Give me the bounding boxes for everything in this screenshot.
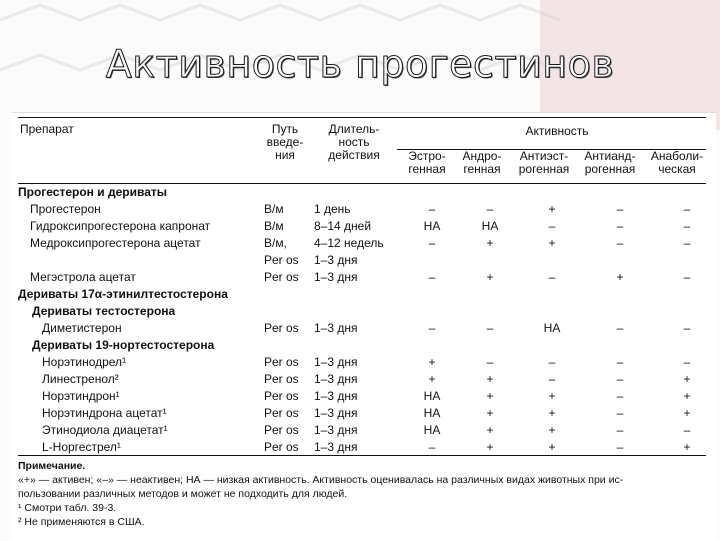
note-line: «+» — активен; «–» — неактивен; НА — низкая активность. Активность оценивалась на различных видах животных при ис- — [18, 474, 624, 486]
anabolic-cell: – — [683, 321, 691, 335]
group-label: Прогестерон и дериваты — [18, 185, 167, 199]
anabolic-cell: + — [683, 389, 691, 403]
drug-name: Линестренол² — [42, 372, 119, 386]
estro-cell: + — [428, 355, 436, 369]
drug-name: Медроксипрогестерона ацетат — [30, 236, 201, 250]
note-line: ¹ Смотри табл. 39-3. — [18, 502, 117, 514]
andro-cell: + — [486, 236, 494, 250]
estro-cell: – — [428, 321, 436, 335]
anabolic-cell: – — [683, 236, 691, 250]
duration-cell: 1–3 дня — [314, 355, 358, 369]
header-estro: Эстро- генная — [408, 149, 446, 176]
note-heading: Примечание. — [18, 460, 86, 472]
antiandro-cell: – — [616, 440, 624, 454]
antiandro-cell: – — [616, 236, 624, 250]
antiandro-cell: – — [616, 372, 624, 386]
anabolic-cell: – — [683, 202, 691, 216]
page-title: Активность прогестинов — [105, 42, 615, 86]
antiestro-cell: НА — [543, 321, 561, 335]
antiestro-cell: + — [548, 440, 556, 454]
antiestro-cell: + — [548, 389, 556, 403]
table-bottom-rule — [18, 455, 706, 456]
route-cell: Per os — [264, 440, 299, 454]
duration-cell: 1–3 дня — [314, 423, 358, 437]
duration-cell: 1–3 дня — [314, 372, 358, 386]
anabolic-cell: – — [683, 423, 691, 437]
anabolic-cell: – — [683, 219, 691, 233]
estro-cell: – — [428, 202, 436, 216]
header-duration: Длитель- ность действия — [328, 122, 380, 162]
drug-name: Норэтиндрона ацетат¹ — [42, 406, 167, 420]
header-route: Путь введе- ния — [266, 122, 304, 162]
header-bottom-rule — [18, 183, 706, 184]
anabolic-cell: – — [683, 355, 691, 369]
estro-cell: – — [428, 440, 436, 454]
route-cell: Per os — [264, 321, 299, 335]
andro-cell: + — [486, 440, 494, 454]
note-line: ² Не применяются в США. — [18, 516, 145, 528]
antiandro-cell: – — [616, 355, 624, 369]
andro-cell: + — [486, 406, 494, 420]
drug-name: Гидроксипрогестерона капронат — [30, 219, 211, 233]
andro-cell: – — [486, 202, 494, 216]
route-cell: Per os — [264, 389, 299, 403]
anabolic-cell: + — [683, 406, 691, 420]
group-label: Дериваты 17α-этинилтестостерона — [18, 287, 228, 301]
route-cell: Per os — [264, 270, 299, 284]
antiestro-cell: + — [548, 406, 556, 420]
route-cell: Per os — [264, 406, 299, 420]
estro-cell: НА — [423, 406, 441, 420]
drug-name: Мегэстрола ацетат — [30, 270, 136, 284]
drug-name: Этинодиола диацетат¹ — [42, 423, 168, 437]
duration-cell: 1–3 дня — [314, 253, 358, 267]
estro-cell: – — [428, 270, 436, 284]
header-antiestro: Антиэст- рогенная — [518, 149, 570, 176]
route-cell: В/м — [264, 202, 284, 216]
antiestro-cell: + — [548, 423, 556, 437]
table-top-rule — [18, 117, 706, 118]
header-activity: Активность — [525, 124, 589, 138]
route-cell: Per os — [264, 253, 299, 267]
duration-cell: 1–3 дня — [314, 406, 358, 420]
andro-cell: + — [486, 389, 494, 403]
duration-cell: 1–3 дня — [314, 321, 358, 335]
note-line: пользовании различных методов и может не подходить для людей. — [18, 488, 348, 500]
antiestro-cell: – — [548, 219, 556, 233]
anabolic-cell: + — [683, 372, 691, 386]
antiestro-cell: + — [548, 236, 556, 250]
header-anabolic: Анаболи- ческая — [650, 149, 704, 176]
andro-cell: + — [486, 423, 494, 437]
antiestro-cell: – — [548, 355, 556, 369]
antiandro-cell: – — [616, 321, 624, 335]
drug-name: Прогестерон — [30, 202, 101, 216]
estro-cell: НА — [423, 219, 441, 233]
anabolic-cell: + — [683, 440, 691, 454]
header-andro: Андро- генная — [462, 149, 502, 176]
andro-cell: + — [486, 270, 494, 284]
antiandro-cell: + — [616, 270, 624, 284]
duration-cell: 1–3 дня — [314, 389, 358, 403]
antiandro-cell: – — [616, 219, 624, 233]
drug-name: L-Норгестрел¹ — [42, 440, 121, 454]
drug-name: Норэтиндрон¹ — [42, 389, 120, 403]
estro-cell: НА — [423, 389, 441, 403]
duration-cell: 4–12 недель — [314, 236, 384, 250]
duration-cell: 1–3 дня — [314, 270, 358, 284]
antiandro-cell: – — [616, 406, 624, 420]
anabolic-cell: – — [683, 270, 691, 284]
andro-cell: + — [486, 372, 494, 386]
andro-cell: НА — [481, 219, 499, 233]
route-cell: Per os — [264, 423, 299, 437]
route-cell: Per os — [264, 355, 299, 369]
estro-cell: – — [428, 236, 436, 250]
duration-cell: 1–3 дня — [314, 440, 358, 454]
route-cell: В/м — [264, 219, 284, 233]
drug-name: Норэтинодрел¹ — [42, 355, 127, 369]
group-label: Дериваты тестостерона — [32, 304, 176, 318]
drug-name: Диметистерон — [42, 321, 122, 335]
duration-cell: 8–14 дней — [314, 219, 372, 233]
andro-cell: – — [486, 355, 494, 369]
andro-cell: – — [486, 321, 494, 335]
header-antiandro: Антианд- рогенная — [584, 149, 636, 176]
estro-cell: НА — [423, 423, 441, 437]
estro-cell: + — [428, 372, 436, 386]
group-label: Дериваты 19-нортестостерона — [32, 338, 215, 352]
route-cell: В/м, — [264, 236, 287, 250]
duration-cell: 1 день — [314, 202, 351, 216]
antiestro-cell: + — [548, 202, 556, 216]
header-drug: Препарат — [20, 122, 74, 136]
antiestro-cell: – — [548, 270, 556, 284]
antiandro-cell: – — [616, 389, 624, 403]
antiestro-cell: – — [548, 372, 556, 386]
antiandro-cell: – — [616, 202, 624, 216]
antiandro-cell: – — [616, 423, 624, 437]
route-cell: Per os — [264, 372, 299, 386]
table-document — [12, 112, 716, 541]
